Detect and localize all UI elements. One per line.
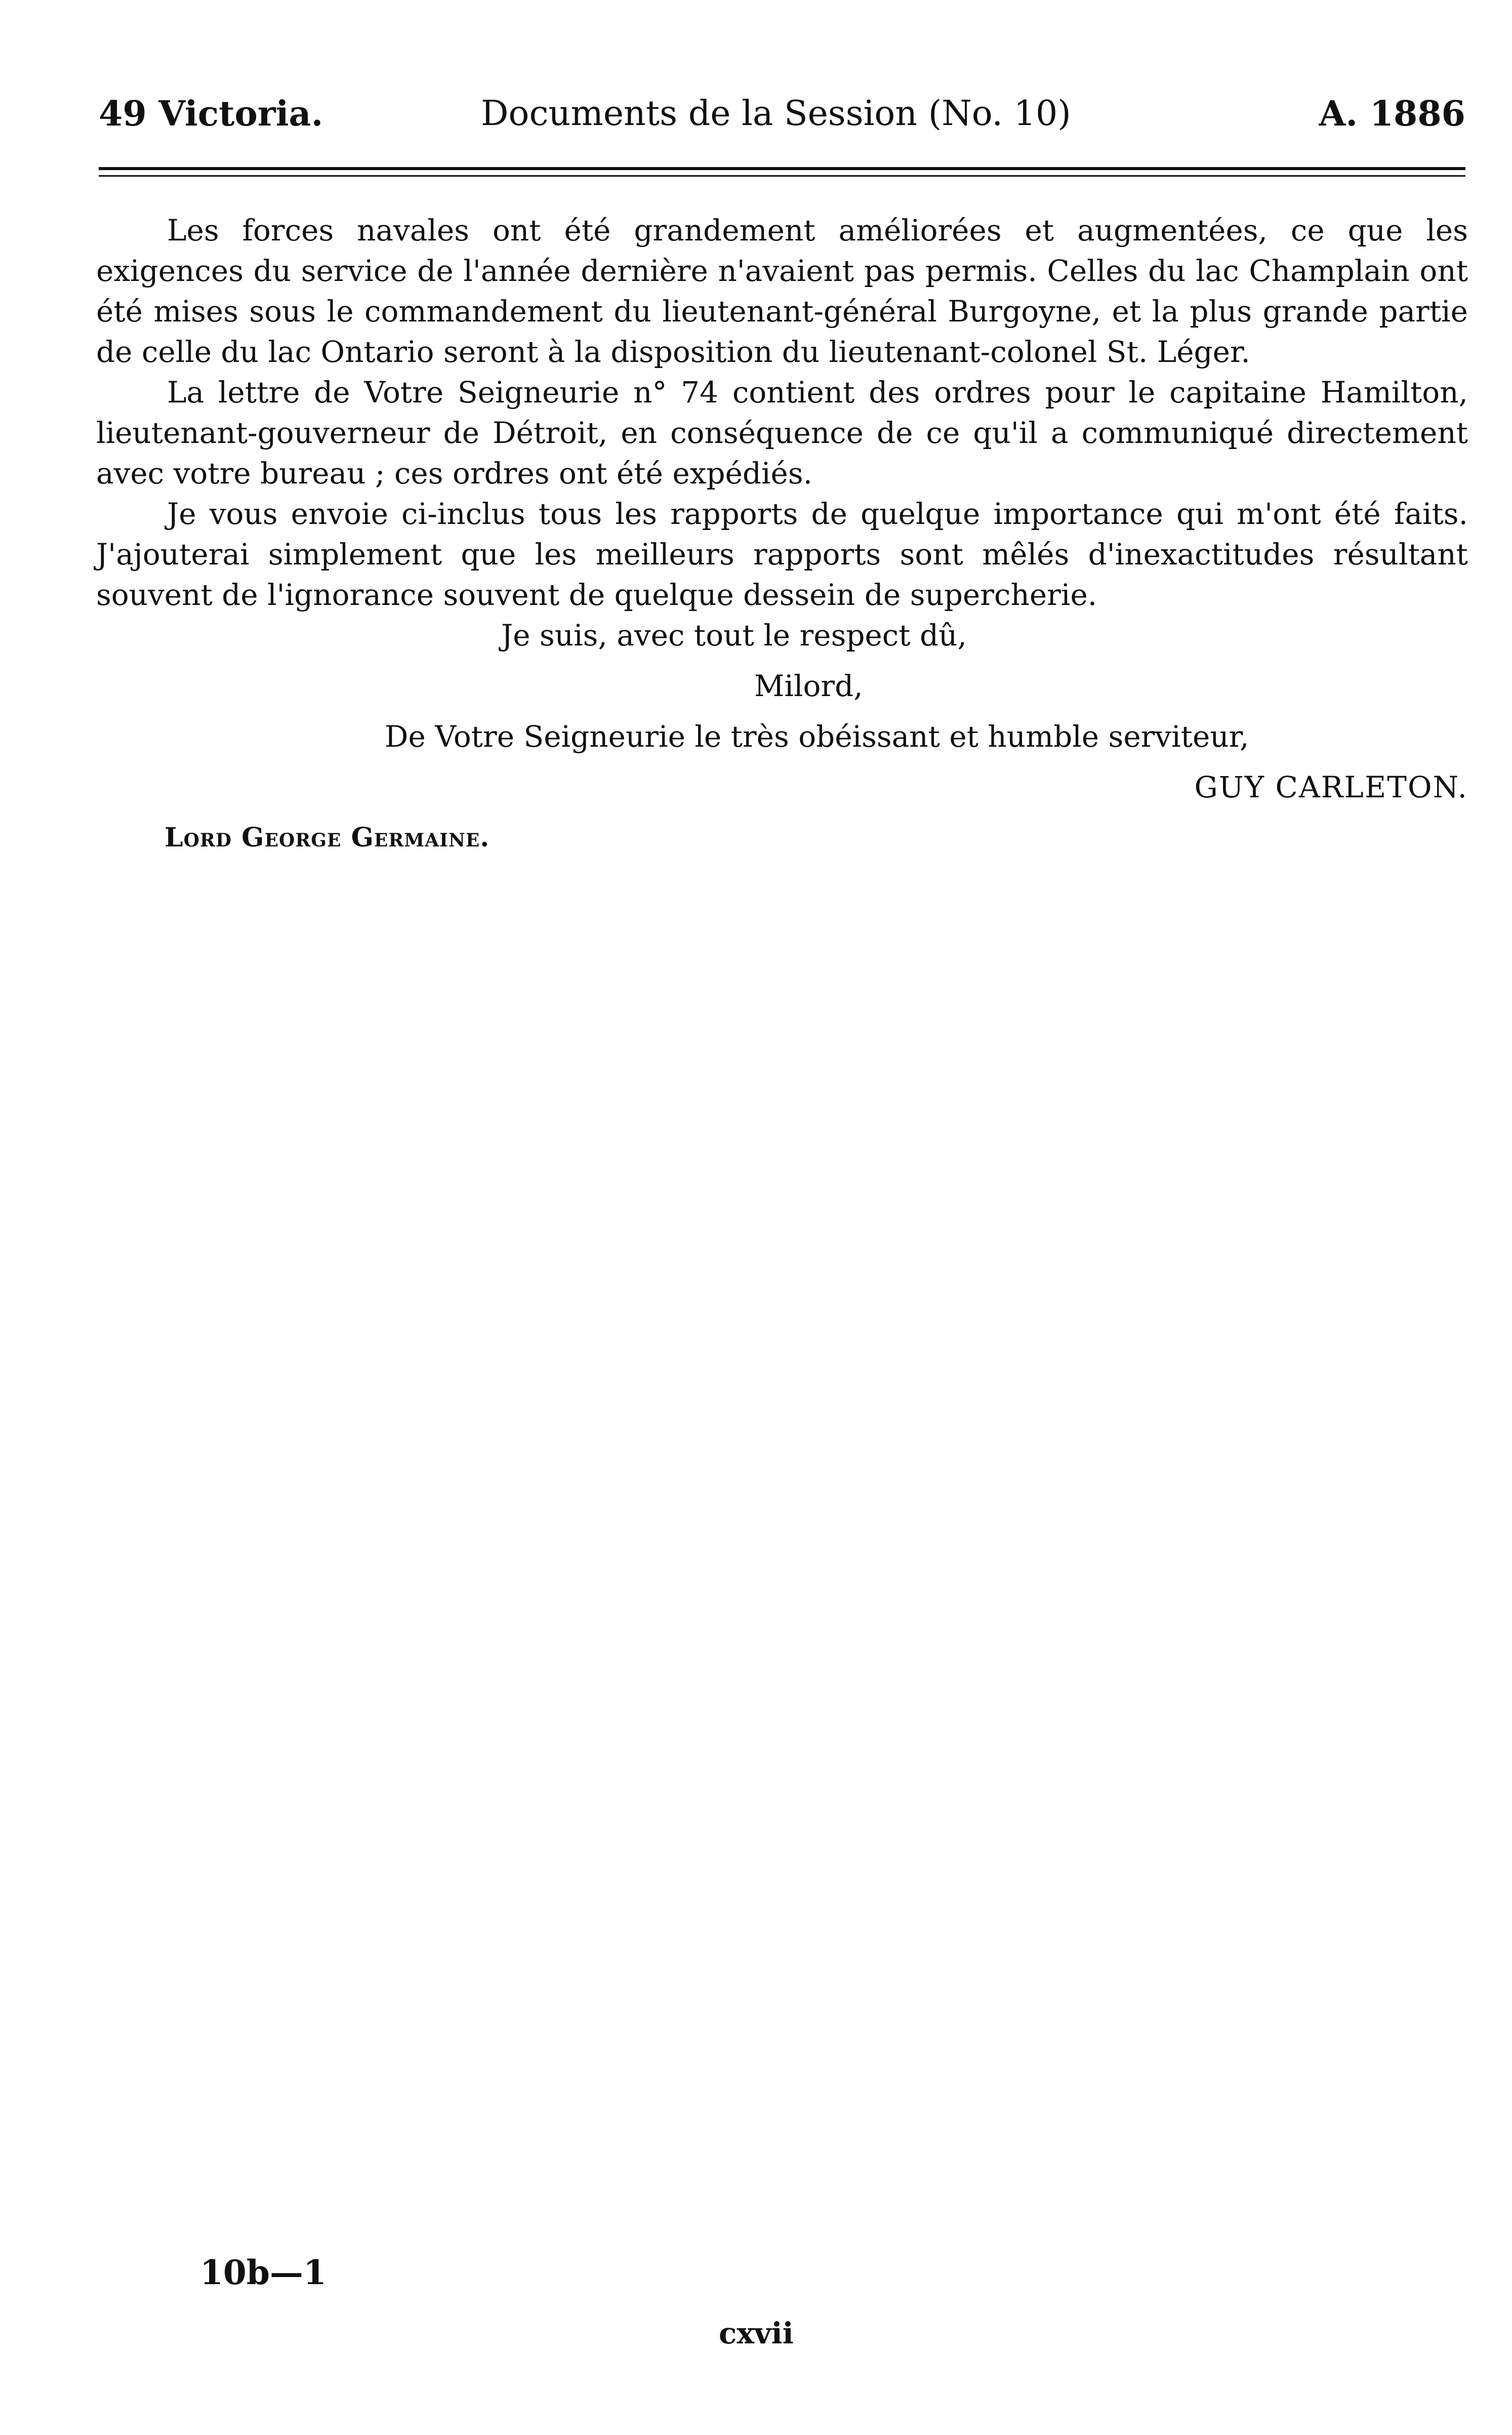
paragraph-naval-forces: Les forces navales ont été grandement améliorées et augmentées, ce que les exigences du service de l'année dernière n'avaient pas permis. Celles du lac Champlain ont été mises sous le commandement du lieutenant-général Burgoyne, et la plus grande partie de celle du lac Ontario seront à la disposition du lieutenant-colonel St. Léger.: [96, 213, 1468, 369]
closing-salutation: Milord,: [754, 669, 863, 703]
letter-body: [96, 210, 1468, 615]
paragraph-hamilton-orders: La lettre de Votre Seigneurie n° 74 contient des ordres pour le capitaine Hamilton, lieutenant-gouverneur de Détroit, en conséquence de ce qu'il a communiqué directement avec votre bureau ; ces ordres ont été expédiés.: [96, 375, 1468, 491]
signature-name: GUY CARLETON.: [1194, 770, 1468, 804]
header-rule-thin: [99, 175, 1465, 177]
paragraph-reports: Je vous envoie ci-inclus tous les rapports de quelque importance qui m'ont été faits. J'ajouterai simplement que les meilleurs rapports sont mêlés d'inexactitudes résultant souvent de l'ignorance souvent de quelque dessein de supercherie.: [96, 497, 1468, 612]
page-number: cxvii: [719, 2316, 794, 2350]
printer-signature-mark: 10b—1: [200, 2253, 326, 2292]
closing-respect: Je suis, avec tout le respect dû,: [501, 618, 967, 653]
addressee: Lord George Germaine.: [165, 822, 490, 853]
running-header: [99, 91, 1465, 137]
header-rule-thick: [99, 167, 1465, 170]
header-year: A. 1886: [1319, 94, 1465, 134]
closing-servant: De Votre Seigneurie le très obéissant et humble serviteur,: [385, 719, 1249, 754]
header-title: Documents de la Session (No. 10): [481, 94, 1071, 134]
header-volume: 49 Victoria.: [99, 94, 323, 134]
